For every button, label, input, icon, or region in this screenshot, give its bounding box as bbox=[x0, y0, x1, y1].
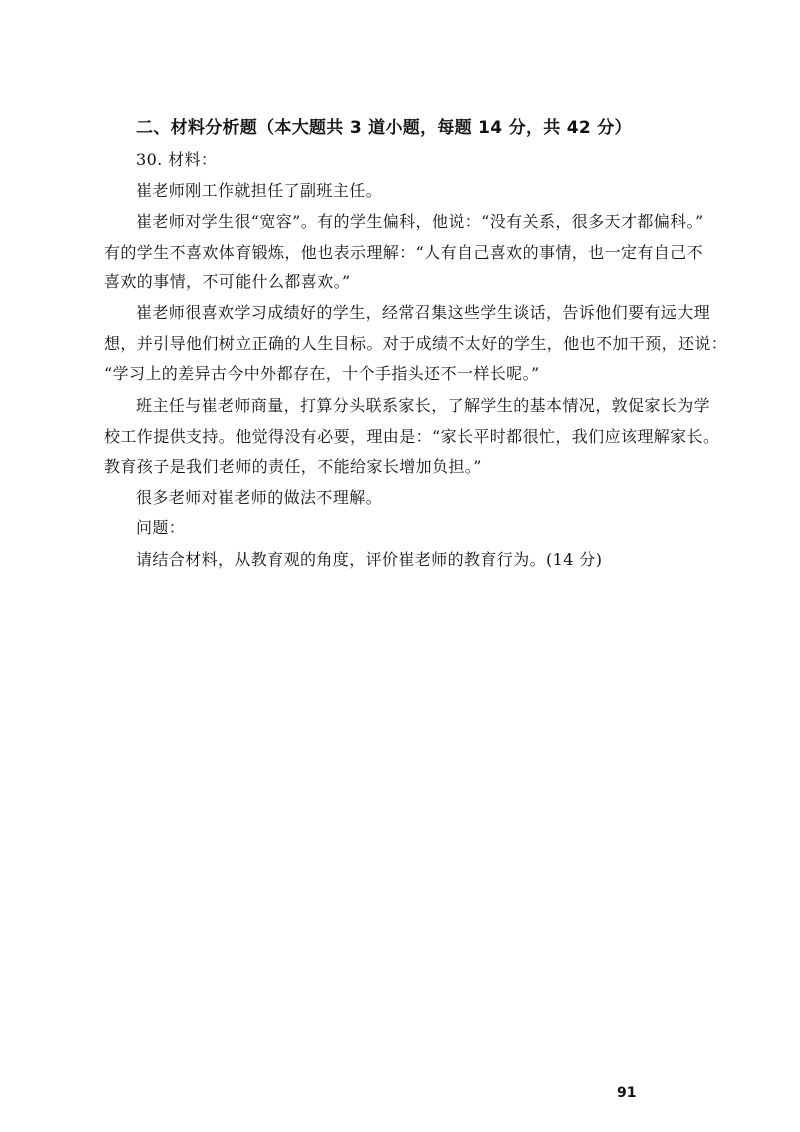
material-line: “学习上的差异古今中外都存在，十个手指头还不一样长呢。” bbox=[104, 364, 540, 383]
material-line: 想，并引导他们树立正确的人生目标。对于成绩不太好的学生，他也不加干预，还说： bbox=[104, 334, 728, 353]
material-line: 崔老师很喜欢学习成绩好的学生，经常召集这些学生谈话，告诉他们要有远大理 bbox=[136, 303, 711, 322]
material-line: 崔老师刚工作就担任了副班主任。 bbox=[136, 181, 383, 200]
material-line: 崔老师对学生很“宽容”。有的学生偏科，他说：“没有关系，很多天才都偏科。” bbox=[136, 212, 704, 231]
question-number: 30. 材料： bbox=[136, 150, 218, 169]
question-prompt-label: 问题： bbox=[136, 518, 186, 537]
question-prompt-text: 请结合材料，从教育观的角度，评价崔老师的教育行为。(14 分) bbox=[136, 550, 603, 569]
material-line: 校工作提供支持。他觉得没有必要，理由是：“家长平时都很忙，我们应该理解家长。 bbox=[104, 427, 720, 446]
material-line: 班主任与崔老师商量，打算分头联系家长，了解学生的基本情况，敦促家长为学 bbox=[136, 396, 711, 415]
material-line: 教育孩子是我们老师的责任，不能给家长增加负担。” bbox=[104, 457, 482, 476]
material-line: 很多老师对崔老师的做法不理解。 bbox=[136, 488, 383, 507]
page-number: 91 bbox=[617, 1085, 637, 1101]
material-line: 有的学生不喜欢体育锻炼，他也表示理解：“人有自己喜欢的事情，也一定有自己不 bbox=[104, 243, 703, 262]
section-heading: 二、材料分析题（本大题共 3 道小题，每题 14 分，共 42 分） bbox=[136, 118, 632, 138]
material-line: 喜欢的事情，不可能什么都喜欢。” bbox=[104, 272, 351, 291]
